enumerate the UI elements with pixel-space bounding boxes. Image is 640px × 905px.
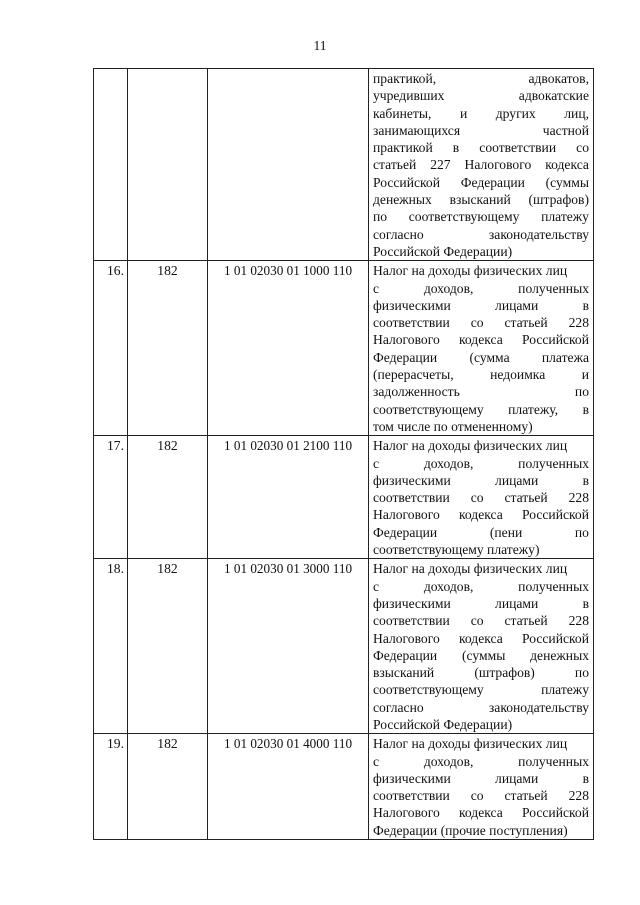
- description-word: соответствии: [373, 788, 450, 804]
- description-word: практикой: [373, 140, 433, 156]
- description-word: кодекса: [458, 507, 503, 523]
- description-word: лиц,: [564, 105, 589, 121]
- description-line: [373, 174, 589, 191]
- description-word: Федерации (прочие поступления): [373, 822, 568, 838]
- description-word: полученных: [518, 455, 589, 471]
- description-line: [373, 349, 589, 366]
- description-word: недоимка: [490, 367, 546, 383]
- description-line: [373, 630, 589, 647]
- description-word: Российской Федерации): [373, 716, 513, 732]
- table-body: [94, 69, 594, 840]
- description-word: (перерасчеты,: [373, 367, 454, 383]
- description-word: законодательству: [488, 699, 589, 715]
- description-word: со: [576, 140, 589, 156]
- row-number-cell: [94, 69, 128, 261]
- description-line: [373, 472, 589, 489]
- description-word: частной: [542, 122, 589, 138]
- description-word: соответствующему: [373, 401, 484, 417]
- description-word: и: [581, 367, 589, 383]
- description-line: [373, 560, 589, 577]
- row-number-cell: 18.: [94, 559, 128, 734]
- description-word: соответствующему платежу): [373, 542, 540, 558]
- description-line: [373, 366, 589, 383]
- description-word: (штрафов): [528, 192, 589, 208]
- description-line: [373, 735, 589, 752]
- description-word: в: [582, 770, 589, 786]
- description-word: в: [582, 297, 589, 313]
- description-cell: [369, 436, 594, 559]
- description-word: денежных: [530, 647, 589, 663]
- description-word: Российской: [522, 332, 589, 348]
- description-word: и: [459, 105, 468, 121]
- description-word: Федерации: [373, 349, 438, 365]
- description-word: адвокатов,: [528, 71, 589, 86]
- description-word: Налог на доходы физических лиц: [373, 561, 568, 577]
- description-word: статьей: [504, 315, 548, 331]
- description-word: кодекса: [458, 630, 503, 646]
- description-word: практикой,: [373, 71, 437, 86]
- description-word: Российской: [522, 805, 589, 821]
- description-word: статьей: [504, 788, 548, 804]
- description-word: 228: [568, 788, 589, 804]
- description-word: со: [470, 613, 484, 629]
- description-word: полученных: [518, 578, 589, 594]
- description-line: [373, 787, 589, 804]
- table-row: [94, 734, 594, 840]
- description-word: Российской: [522, 630, 589, 646]
- description-word: кодекса: [458, 805, 503, 821]
- description-line: [373, 226, 589, 243]
- description-word: адвокатские: [518, 88, 589, 104]
- description-word: Налог на доходы физических лиц: [373, 438, 568, 454]
- description-word: взысканий: [449, 192, 511, 208]
- description-word: в: [582, 401, 589, 417]
- description-word: со: [470, 315, 484, 331]
- description-word: доходов,: [423, 753, 474, 769]
- description-word: других: [495, 105, 536, 121]
- description-cell: [369, 734, 594, 840]
- description-word: с: [373, 280, 380, 296]
- description-line: [373, 105, 589, 122]
- description-word: со: [470, 490, 484, 506]
- table-row: [94, 559, 594, 734]
- description-word: Налогового: [373, 332, 440, 348]
- description-word: с: [373, 578, 380, 594]
- description-word: Федерации: [460, 174, 525, 190]
- description-word: том числе по отмененному): [373, 418, 533, 434]
- description-line: [373, 804, 589, 821]
- description-word: 227: [430, 157, 451, 173]
- description-line: [373, 524, 589, 541]
- description-word: доходов,: [423, 280, 474, 296]
- description-cell: [369, 69, 594, 261]
- description-word: физическими: [373, 770, 451, 786]
- description-word: Налог на доходы физических лиц: [373, 736, 568, 752]
- description-line: [373, 314, 589, 331]
- row-number-cell: 16.: [94, 261, 128, 436]
- description-line: [373, 243, 589, 260]
- description-word: с: [373, 455, 380, 471]
- description-word: согласно: [373, 226, 424, 242]
- description-line: [373, 297, 589, 314]
- description-word: Федерации: [373, 647, 438, 663]
- description-word: платежу: [541, 682, 589, 698]
- revenue-codes-table: [93, 68, 594, 840]
- page-number: 11: [313, 38, 327, 53]
- description-word: платежу,: [508, 401, 559, 417]
- description-word: полученных: [518, 753, 589, 769]
- description-line: [373, 418, 589, 435]
- description-word: (пени: [489, 524, 523, 540]
- description-line: [373, 716, 589, 733]
- description-word: полученных: [518, 280, 589, 296]
- description-word: физическими: [373, 297, 451, 313]
- description-word: (суммы: [545, 174, 589, 190]
- description-word: в: [452, 140, 460, 156]
- description-line: [373, 401, 589, 418]
- description-word: соответствии: [373, 613, 450, 629]
- description-line: [373, 156, 589, 173]
- description-word: Российской: [373, 174, 440, 190]
- description-line: [373, 595, 589, 612]
- description-word: законодательству: [488, 226, 589, 242]
- description-word: доходов,: [423, 578, 474, 594]
- table-row: [94, 436, 594, 559]
- description-word: кодекса: [545, 157, 589, 173]
- description-word: лицами: [495, 770, 539, 786]
- description-word: физическими: [373, 472, 451, 488]
- description-word: физическими: [373, 595, 451, 611]
- description-word: Налог на доходы физических лиц: [373, 263, 568, 279]
- admin-code-cell: 182: [128, 559, 208, 734]
- description-cell: [369, 559, 594, 734]
- description-word: учредивших: [373, 88, 445, 104]
- description-line: [373, 455, 589, 472]
- budget-code-cell: 1 01 02030 01 2100 110: [208, 436, 369, 559]
- description-line: [373, 383, 589, 400]
- budget-code-cell: 1 01 02030 01 3000 110: [208, 559, 369, 734]
- description-word: платежу: [541, 209, 589, 225]
- description-word: согласно: [373, 699, 424, 715]
- description-word: по: [373, 209, 388, 225]
- description-word: Налогового: [373, 805, 440, 821]
- description-word: (суммы: [462, 647, 506, 663]
- description-word: занимающихся: [373, 122, 461, 138]
- description-word: лицами: [495, 595, 539, 611]
- description-line: [373, 331, 589, 348]
- description-line: [373, 262, 589, 279]
- description-word: в: [582, 595, 589, 611]
- description-word: Российской Федерации): [373, 243, 513, 259]
- description-word: 228: [568, 315, 589, 331]
- table-row: [94, 261, 594, 436]
- description-line: [373, 70, 589, 87]
- description-word: кодекса: [458, 332, 503, 348]
- description-word: (сумма: [469, 349, 510, 365]
- description-word: с: [373, 753, 380, 769]
- description-line: [373, 208, 589, 225]
- description-word: соответствующему: [408, 209, 520, 225]
- description-line: [373, 437, 589, 454]
- admin-code-cell: 182: [128, 734, 208, 840]
- description-line: [373, 753, 589, 770]
- description-line: [373, 612, 589, 629]
- description-word: Налогового: [373, 507, 440, 523]
- description-word: задолженность: [373, 384, 460, 400]
- admin-code-cell: [128, 69, 208, 261]
- description-word: 228: [568, 490, 589, 506]
- description-line: [373, 191, 589, 208]
- description-word: лицами: [495, 472, 539, 488]
- description-word: по: [574, 384, 589, 400]
- description-line: [373, 770, 589, 787]
- description-line: [373, 280, 589, 297]
- description-line: [373, 489, 589, 506]
- description-word: соответствии: [373, 490, 450, 506]
- description-word: Федерации: [373, 524, 438, 540]
- description-word: статьей: [504, 490, 548, 506]
- description-line: [373, 139, 589, 156]
- table-row: [94, 69, 594, 261]
- admin-code-cell: 182: [128, 436, 208, 559]
- description-word: статьей: [373, 157, 417, 173]
- description-word: (штрафов): [474, 665, 535, 681]
- description-word: кабинеты,: [373, 105, 432, 121]
- description-word: платежа: [541, 349, 589, 365]
- budget-code-cell: 1 01 02030 01 4000 110: [208, 734, 369, 840]
- description-word: доходов,: [423, 455, 474, 471]
- description-line: [373, 506, 589, 523]
- description-word: Налогового: [373, 630, 440, 646]
- row-number-cell: 19.: [94, 734, 128, 840]
- description-word: Налогового: [464, 157, 532, 173]
- description-line: [373, 87, 589, 104]
- description-line: [373, 664, 589, 681]
- description-word: лицами: [495, 297, 539, 313]
- description-line: [373, 122, 589, 139]
- description-word: соответствующему: [373, 682, 484, 698]
- description-line: [373, 541, 589, 558]
- description-word: соответствии: [373, 315, 450, 331]
- description-line: [373, 699, 589, 716]
- description-word: Российской: [522, 507, 589, 523]
- description-word: со: [470, 788, 484, 804]
- budget-code-cell: [208, 69, 369, 261]
- description-word: соответствии: [479, 140, 557, 156]
- description-line: [373, 681, 589, 698]
- description-word: по: [574, 524, 589, 540]
- admin-code-cell: 182: [128, 261, 208, 436]
- description-word: взысканий: [373, 665, 435, 681]
- description-line: [373, 822, 589, 839]
- description-cell: [369, 261, 594, 436]
- description-word: 228: [568, 613, 589, 629]
- description-word: статьей: [504, 613, 548, 629]
- description-word: в: [582, 472, 589, 488]
- row-number-cell: 17.: [94, 436, 128, 559]
- description-line: [373, 647, 589, 664]
- description-line: [373, 578, 589, 595]
- description-word: денежных: [373, 192, 432, 208]
- description-word: по: [574, 665, 589, 681]
- budget-code-cell: 1 01 02030 01 1000 110: [208, 261, 369, 436]
